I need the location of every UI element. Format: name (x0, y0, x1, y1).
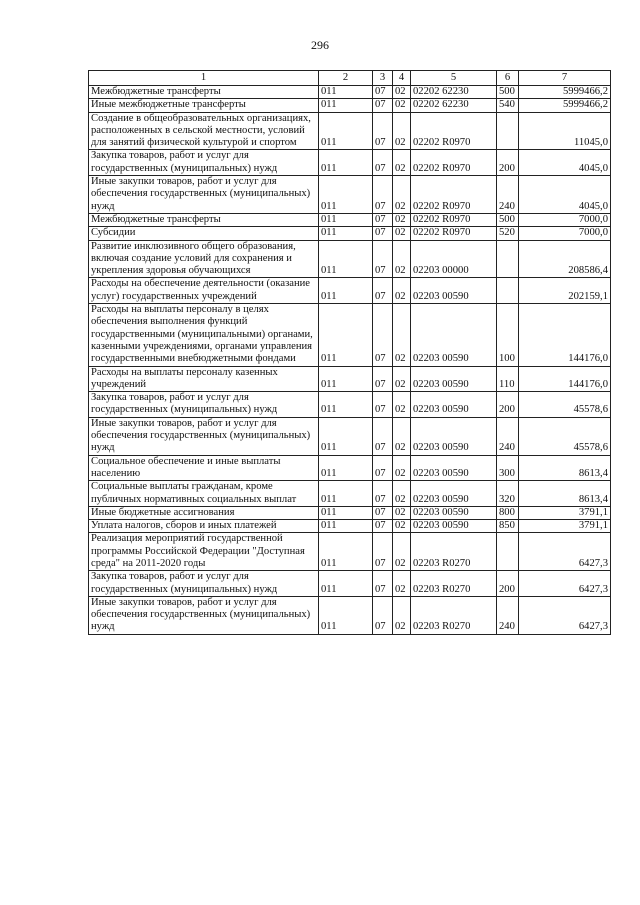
expense-type-cell: 540 (497, 99, 519, 112)
table-row (89, 481, 611, 507)
subsection-code-cell: 02 (393, 506, 411, 519)
expense-name-cell: Развитие инклюзивного общего образования, включая создание условий для сохранения и укрепления здоровья обучающихся (89, 240, 319, 278)
table-row (89, 571, 611, 597)
expense-name-cell: Межбюджетные трансферты (89, 213, 319, 226)
admin-code-cell: 011 (319, 392, 373, 418)
section-code-cell: 07 (373, 571, 393, 597)
amount-cell: 11045,0 (519, 112, 611, 150)
expense-name-cell: Иные закупки товаров, работ и услуг для обеспечения государственных (муниципальных) нужд (89, 176, 319, 214)
expense-name-cell: Иные закупки товаров, работ и услуг для обеспечения государственных (муниципальных) нужд (89, 417, 319, 455)
expense-name-cell: Социальные выплаты гражданам, кроме публичных нормативных социальных выплат (89, 481, 319, 507)
amount-cell: 45578,6 (519, 392, 611, 418)
table-body (89, 86, 611, 635)
section-code-cell: 07 (373, 455, 393, 481)
amount-cell: 144176,0 (519, 366, 611, 392)
amount-cell: 4045,0 (519, 176, 611, 214)
section-code-cell: 07 (373, 481, 393, 507)
section-code-cell: 07 (373, 86, 393, 99)
admin-code-cell: 011 (319, 227, 373, 240)
expense-type-cell: 110 (497, 366, 519, 392)
expense-name-cell: Закупка товаров, работ и услуг для государственных (муниципальных) нужд (89, 571, 319, 597)
expense-type-cell (497, 112, 519, 150)
expense-type-cell: 800 (497, 506, 519, 519)
target-code-cell: 02203 00590 (411, 481, 497, 507)
amount-cell: 3791,1 (519, 520, 611, 533)
target-code-cell: 02203 00590 (411, 455, 497, 481)
expense-type-cell: 100 (497, 304, 519, 366)
expense-name-cell: Создание в общеобразовательных организациях, расположенных в сельской местности, условий для занятий физической культурой и спортом (89, 112, 319, 150)
section-code-cell: 07 (373, 520, 393, 533)
subsection-code-cell: 02 (393, 417, 411, 455)
subsection-code-cell: 02 (393, 86, 411, 99)
admin-code-cell: 011 (319, 366, 373, 392)
amount-cell: 6427,3 (519, 571, 611, 597)
table-row (89, 86, 611, 99)
expense-name-cell: Закупка товаров, работ и услуг для государственных (муниципальных) нужд (89, 150, 319, 176)
subsection-code-cell: 02 (393, 533, 411, 571)
amount-cell: 7000,0 (519, 213, 611, 226)
section-code-cell: 07 (373, 240, 393, 278)
expense-name-cell: Субсидии (89, 227, 319, 240)
admin-code-cell: 011 (319, 86, 373, 99)
amount-cell: 208586,4 (519, 240, 611, 278)
target-code-cell: 02203 R0270 (411, 571, 497, 597)
table-row (89, 213, 611, 226)
subsection-code-cell: 02 (393, 366, 411, 392)
target-code-cell: 02202 R0970 (411, 213, 497, 226)
expense-type-cell: 240 (497, 176, 519, 214)
expense-name-cell: Реализация мероприятий государственной программы Российской Федерации "Доступная среда" на 2011-2020 годы (89, 533, 319, 571)
admin-code-cell: 011 (319, 455, 373, 481)
target-code-cell: 02203 00000 (411, 240, 497, 278)
expense-name-cell: Иные закупки товаров, работ и услуг для обеспечения государственных (муниципальных) нужд (89, 596, 319, 634)
subsection-code-cell: 02 (393, 481, 411, 507)
column-header: 7 (519, 71, 611, 86)
admin-code-cell: 011 (319, 571, 373, 597)
expense-name-cell: Межбюджетные трансферты (89, 86, 319, 99)
section-code-cell: 07 (373, 417, 393, 455)
section-code-cell: 07 (373, 150, 393, 176)
section-code-cell: 07 (373, 506, 393, 519)
expense-name-cell: Социальное обеспечение и иные выплаты населению (89, 455, 319, 481)
subsection-code-cell: 02 (393, 392, 411, 418)
amount-cell: 6427,3 (519, 596, 611, 634)
column-header: 1 (89, 71, 319, 86)
amount-cell: 6427,3 (519, 533, 611, 571)
expense-name-cell: Закупка товаров, работ и услуг для государственных (муниципальных) нужд (89, 392, 319, 418)
table-row (89, 533, 611, 571)
table-row (89, 506, 611, 519)
expense-type-cell: 200 (497, 392, 519, 418)
section-code-cell: 07 (373, 278, 393, 304)
subsection-code-cell: 02 (393, 213, 411, 226)
section-code-cell: 07 (373, 213, 393, 226)
amount-cell: 45578,6 (519, 417, 611, 455)
admin-code-cell: 011 (319, 506, 373, 519)
expense-name-cell: Иные межбюджетные трансферты (89, 99, 319, 112)
expense-name-cell: Уплата налогов, сборов и иных платежей (89, 520, 319, 533)
admin-code-cell: 011 (319, 99, 373, 112)
expense-type-cell: 240 (497, 596, 519, 634)
budget-table (88, 70, 611, 635)
expense-type-cell (497, 278, 519, 304)
amount-cell: 4045,0 (519, 150, 611, 176)
admin-code-cell: 011 (319, 481, 373, 507)
subsection-code-cell: 02 (393, 99, 411, 112)
target-code-cell: 02203 00590 (411, 278, 497, 304)
amount-cell: 7000,0 (519, 227, 611, 240)
table-row (89, 596, 611, 634)
admin-code-cell: 011 (319, 520, 373, 533)
expense-type-cell: 300 (497, 455, 519, 481)
subsection-code-cell: 02 (393, 596, 411, 634)
section-code-cell: 07 (373, 112, 393, 150)
table-row (89, 366, 611, 392)
expense-type-cell: 520 (497, 227, 519, 240)
expense-name-cell: Расходы на выплаты персоналу в целях обеспечения выполнения функций государственными (муниципальными) органами, казенными учреждениями, органами управления государственными внебюджетными фондами (89, 304, 319, 366)
subsection-code-cell: 02 (393, 240, 411, 278)
table-row (89, 176, 611, 214)
expense-name-cell: Расходы на обеспечение деятельности (оказание услуг) государственных учреждений (89, 278, 319, 304)
target-code-cell: 02202 R0970 (411, 227, 497, 240)
subsection-code-cell: 02 (393, 150, 411, 176)
amount-cell: 5999466,2 (519, 99, 611, 112)
page-number: 296 (311, 38, 329, 52)
expense-name-cell: Иные бюджетные ассигнования (89, 506, 319, 519)
amount-cell: 144176,0 (519, 304, 611, 366)
section-code-cell: 07 (373, 227, 393, 240)
column-header: 4 (393, 71, 411, 86)
amount-cell: 5999466,2 (519, 86, 611, 99)
expense-type-cell: 200 (497, 150, 519, 176)
target-code-cell: 02202 R0970 (411, 150, 497, 176)
expense-type-cell: 320 (497, 481, 519, 507)
expense-type-cell (497, 240, 519, 278)
section-code-cell: 07 (373, 304, 393, 366)
target-code-cell: 02203 R0270 (411, 596, 497, 634)
target-code-cell: 02203 R0270 (411, 533, 497, 571)
target-code-cell: 02202 62230 (411, 86, 497, 99)
amount-cell: 202159,1 (519, 278, 611, 304)
expense-type-cell: 200 (497, 571, 519, 597)
target-code-cell: 02202 62230 (411, 99, 497, 112)
expense-type-cell (497, 533, 519, 571)
subsection-code-cell: 02 (393, 571, 411, 597)
table-row (89, 455, 611, 481)
column-header: 2 (319, 71, 373, 86)
table-row (89, 227, 611, 240)
amount-cell: 3791,1 (519, 506, 611, 519)
admin-code-cell: 011 (319, 278, 373, 304)
admin-code-cell: 011 (319, 533, 373, 571)
table-row (89, 112, 611, 150)
subsection-code-cell: 02 (393, 304, 411, 366)
section-code-cell: 07 (373, 99, 393, 112)
admin-code-cell: 011 (319, 240, 373, 278)
column-header: 5 (411, 71, 497, 86)
expense-type-cell: 850 (497, 520, 519, 533)
admin-code-cell: 011 (319, 417, 373, 455)
target-code-cell: 02202 R0970 (411, 176, 497, 214)
subsection-code-cell: 02 (393, 112, 411, 150)
admin-code-cell: 011 (319, 304, 373, 366)
table-row (89, 240, 611, 278)
subsection-code-cell: 02 (393, 455, 411, 481)
section-code-cell: 07 (373, 392, 393, 418)
target-code-cell: 02203 00590 (411, 417, 497, 455)
section-code-cell: 07 (373, 176, 393, 214)
section-code-cell: 07 (373, 533, 393, 571)
table-row (89, 392, 611, 418)
section-code-cell: 07 (373, 596, 393, 634)
subsection-code-cell: 02 (393, 176, 411, 214)
target-code-cell: 02203 00590 (411, 366, 497, 392)
target-code-cell: 02203 00590 (411, 506, 497, 519)
table-row (89, 278, 611, 304)
table-row (89, 520, 611, 533)
section-code-cell: 07 (373, 366, 393, 392)
subsection-code-cell: 02 (393, 227, 411, 240)
expense-type-cell: 240 (497, 417, 519, 455)
expense-name-cell: Расходы на выплаты персоналу казенных учреждений (89, 366, 319, 392)
table-row (89, 417, 611, 455)
admin-code-cell: 011 (319, 596, 373, 634)
amount-cell: 8613,4 (519, 455, 611, 481)
target-code-cell: 02202 R0970 (411, 112, 497, 150)
target-code-cell: 02203 00590 (411, 392, 497, 418)
table-row (89, 150, 611, 176)
admin-code-cell: 011 (319, 176, 373, 214)
admin-code-cell: 011 (319, 213, 373, 226)
amount-cell: 8613,4 (519, 481, 611, 507)
column-header: 6 (497, 71, 519, 86)
column-header: 3 (373, 71, 393, 86)
table-header-row (89, 71, 611, 86)
table-row (89, 304, 611, 366)
admin-code-cell: 011 (319, 112, 373, 150)
expense-type-cell: 500 (497, 86, 519, 99)
subsection-code-cell: 02 (393, 278, 411, 304)
target-code-cell: 02203 00590 (411, 304, 497, 366)
table-row (89, 99, 611, 112)
admin-code-cell: 011 (319, 150, 373, 176)
subsection-code-cell: 02 (393, 520, 411, 533)
target-code-cell: 02203 00590 (411, 520, 497, 533)
expense-type-cell: 500 (497, 213, 519, 226)
